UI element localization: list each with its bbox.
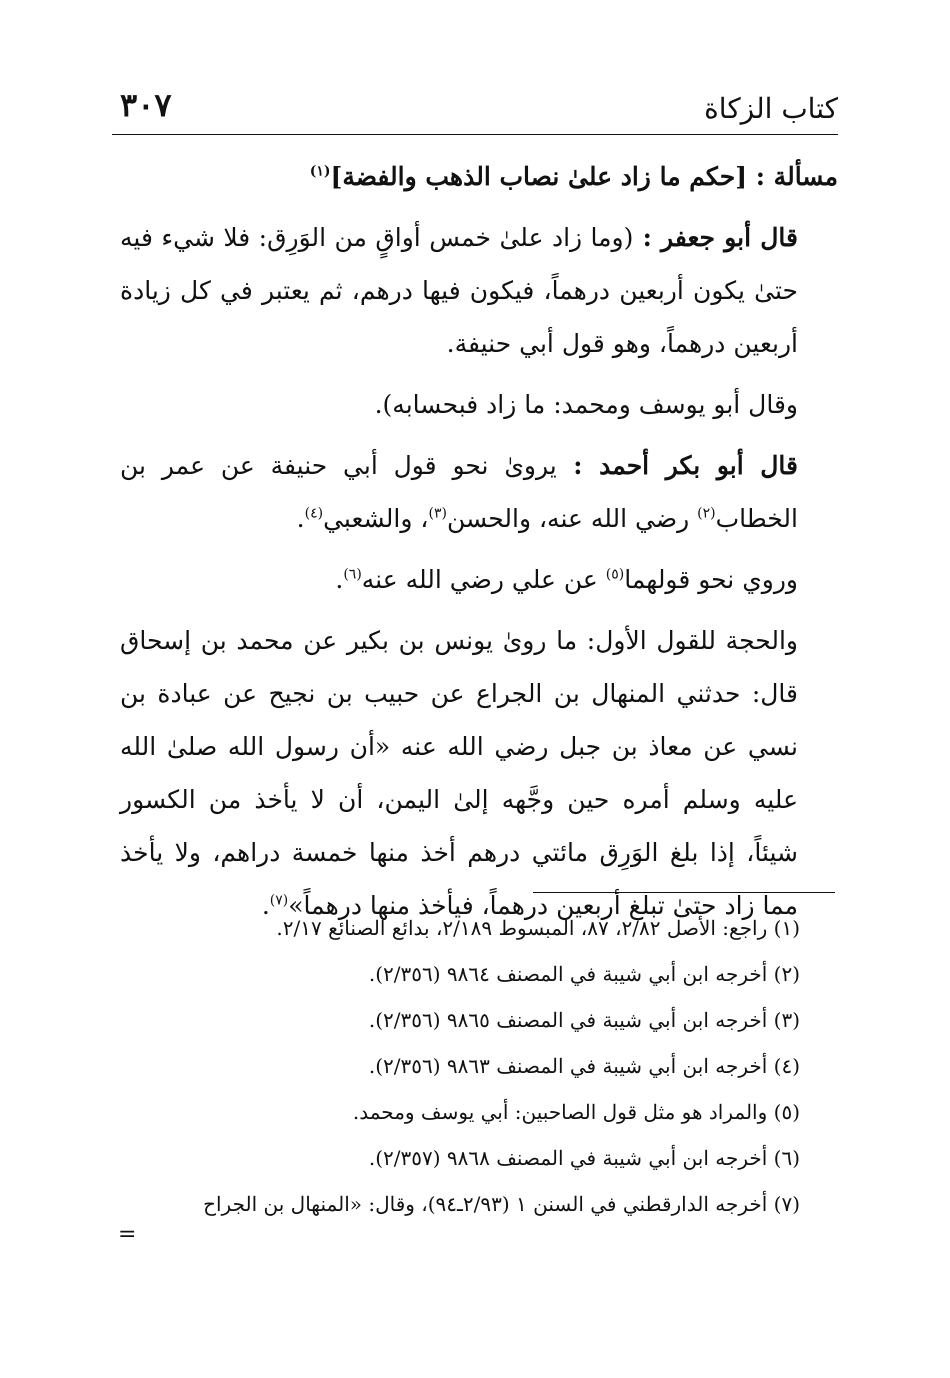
footnote-divider [533,892,835,893]
footnote-5: (٥) والمراد هو مثل قول الصاحبين: أبي يوسف ومحمد. [352,1100,800,1124]
footnote-ref: (٢) [697,505,716,522]
footnote-ref: (٧) [269,892,289,909]
paragraph-text: (وما زاد علىٰ خمس أواقٍ من الوَرِق: فلا شيء فيه حتىٰ يكون أربعين درهماً، فيكون فيها درهم، ثم يعتبر في كل زيادة أربعين درهماً، وهو قول أبي حنيفة. [120,223,798,358]
footnote-ref: (٤) [304,505,324,522]
footnote-1: (١) راجع: الأصل ٢/٨٢، ٨٧، المبسوط ٢/١٨٩، بدائع الصنائع ٢/١٧. [276,916,800,940]
footnote-ref: (١) [309,163,331,180]
running-title: كتاب الزكاة [704,92,838,125]
section-heading [120,150,838,203]
paragraph-text: وروي نحو قولهما [624,565,798,594]
paragraph-text: يروىٰ نحو قول أبي حنيفة عن عمر بن الخطاب [120,451,798,533]
paragraph-text: وقال أبو يوسف ومحمد: ما زاد فبحسابه). [374,390,798,419]
heading-title: [حكم ما زاد علىٰ نصاب الذهب والفضة] [330,162,748,191]
paragraph-text: . [296,504,305,533]
paragraph-text: رضي الله عنه، والحسن [446,504,698,533]
paragraph-text: عن علي رضي الله عنه [361,565,606,594]
speaker-label: قال أبو جعفر : [633,223,798,252]
footnote-ref: (٥) [605,566,625,583]
paragraph-evidence [120,614,838,932]
main-text [120,150,838,940]
paragraph-text: . [335,565,344,594]
heading-prefix: مسألة : [747,162,838,191]
paragraph-text: . [261,891,270,920]
paragraph-abu-yusuf [120,378,838,431]
speaker-label: قال أبو بكر أحمد : [556,451,798,480]
page-header [112,84,838,135]
footnote-6: (٦) أخرجه ابن أبي شيبة في المصنف ٩٨٦٨ (٢/٣٥٧). [368,1146,800,1170]
footnotes [112,905,800,1227]
continuation-mark: = [118,1222,137,1247]
paragraph-text: والحجة للقول الأول: ما روىٰ يونس بن بكير عن محمد بن إسحاق قال: حدثني المنهال بن الجراع عن حبيب بن نجيح عن عبادة بن نسي عن معاذ بن جبل رضي الله عنه «أن رسول الله صلىٰ الله عليه وسلم أمره حين وجَّهه إلىٰ اليمن، أن لا يأخذ من الكسور شيئاً، إذا بلغ الوَرِق مائتي درهم أخذ منها خمسة دراهم، ولا يأخذ مما زاد حتىٰ تبلغ أربعين درهماً، فيأخذ منها درهماً» [120,626,798,920]
footnote-2: (٢) أخرجه ابن أبي شيبة في المصنف ٩٨٦٤ (٢/٣٥٦). [368,962,800,986]
paragraph-abu-jafar [120,211,838,370]
footnote-3: (٣) أخرجه ابن أبي شيبة في المصنف ٩٨٦٥ (٢/٣٥٦). [368,1008,800,1032]
footnote-ref: (٣) [428,505,447,522]
paragraph-ali [120,553,838,606]
paragraph-text: ، والشعبي [323,504,429,533]
page-number: ٣٠٧ [120,86,172,124]
footnote-ref: (٦) [343,566,362,583]
paragraph-abu-bakr [120,439,838,545]
footnote-4: (٤) أخرجه ابن أبي شيبة في المصنف ٩٨٦٣ (٢/٣٥٦). [368,1054,800,1078]
footnote-7: (٧) أخرجه الدارقطني في السنن ١ (٢/٩٣ـ٩٤)، وقال: «المنهال بن الجراح [203,1192,800,1216]
